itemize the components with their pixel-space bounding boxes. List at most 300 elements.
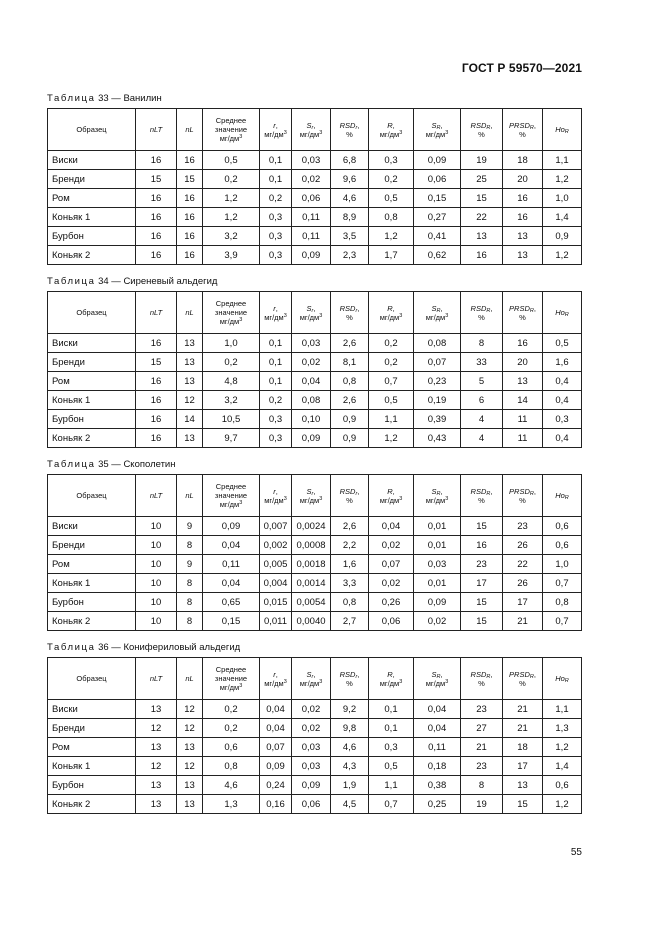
value-cell: 23 [461, 555, 503, 574]
value-cell: 16 [461, 536, 503, 555]
value-cell: 0,9 [543, 227, 582, 246]
table-row [48, 246, 582, 265]
value-cell: 0,6 [543, 776, 582, 795]
data-table [47, 108, 582, 265]
value-cell: 4 [461, 429, 503, 448]
value-cell: 1,9 [331, 776, 369, 795]
header-row [48, 109, 582, 151]
value-cell: 3,5 [331, 227, 369, 246]
value-cell: 8 [177, 612, 203, 631]
value-cell: 0,2 [369, 334, 414, 353]
value-cell: 19 [461, 795, 503, 814]
value-cell: 0,0040 [292, 612, 331, 631]
table-row [48, 208, 582, 227]
value-cell: 1,2 [203, 189, 260, 208]
sample-name-cell: Ром [48, 738, 136, 757]
value-cell: 0,6 [543, 517, 582, 536]
value-cell: 0,01 [414, 536, 461, 555]
column-header-sr: $S_r$, $мг/дм^3$ [292, 292, 331, 334]
value-cell: 17 [503, 757, 543, 776]
table-row [48, 612, 582, 631]
value-cell: 0,06 [369, 612, 414, 631]
value-cell: 9 [177, 517, 203, 536]
column-header-prsdR: $PRSD_R$, % [503, 475, 543, 517]
value-cell: 3,2 [203, 227, 260, 246]
sample-name-cell: Ром [48, 555, 136, 574]
column-header-nlt: nLT [136, 475, 177, 517]
value-cell: 1,0 [543, 555, 582, 574]
value-cell: 0,5 [543, 334, 582, 353]
value-cell: 1,4 [543, 757, 582, 776]
value-cell: 0,0018 [292, 555, 331, 574]
sample-name-cell: Ром [48, 189, 136, 208]
value-cell: 12 [177, 391, 203, 410]
value-cell: 1,7 [369, 246, 414, 265]
sample-name-cell: Бренди [48, 353, 136, 372]
column-header-nl: nL [177, 109, 203, 151]
value-cell: 0,01 [414, 574, 461, 593]
table-caption-label: Таблица [47, 459, 96, 470]
value-cell: 16 [177, 246, 203, 265]
value-cell: 3,9 [203, 246, 260, 265]
table-caption [47, 276, 217, 287]
sample-name-cell: Коньяк 2 [48, 246, 136, 265]
value-cell: 0,10 [292, 410, 331, 429]
value-cell: 0,1 [260, 372, 292, 391]
value-cell: 0,18 [414, 757, 461, 776]
value-cell: 0,09 [203, 517, 260, 536]
value-cell: 0,04 [414, 719, 461, 738]
value-cell: 0,09 [292, 776, 331, 795]
value-cell: 1,2 [543, 246, 582, 265]
value-cell: 0,04 [292, 372, 331, 391]
column-header-rsdr: $RSD_r$, % [331, 292, 369, 334]
value-cell: 1,3 [543, 719, 582, 738]
value-cell: 0,04 [369, 517, 414, 536]
value-cell: 33 [461, 353, 503, 372]
value-cell: 9,2 [331, 700, 369, 719]
value-cell: 0,1 [260, 151, 292, 170]
value-cell: 0,04 [260, 700, 292, 719]
value-cell: 16 [503, 208, 543, 227]
column-header-r: r, $мг/дм^3$ [260, 475, 292, 517]
value-cell: 0,07 [369, 555, 414, 574]
column-header-nlt: nLT [136, 658, 177, 700]
value-cell: 1,3 [203, 795, 260, 814]
column-header-rsdR: $RSD_R$, % [461, 658, 503, 700]
value-cell: 10 [136, 536, 177, 555]
value-cell: 22 [503, 555, 543, 574]
value-cell: 0,11 [292, 208, 331, 227]
table-caption-text: 35 — Скополетин [98, 459, 176, 470]
table-row [48, 391, 582, 410]
value-cell: 16 [177, 227, 203, 246]
column-header-rsdr: $RSD_r$, % [331, 109, 369, 151]
value-cell: 1,0 [203, 334, 260, 353]
value-cell: 16 [503, 334, 543, 353]
sample-name-cell: Виски [48, 334, 136, 353]
value-cell: 0,03 [414, 555, 461, 574]
value-cell: 16 [136, 372, 177, 391]
value-cell: 0,8 [543, 593, 582, 612]
value-cell: 18 [503, 151, 543, 170]
value-cell: 0,004 [260, 574, 292, 593]
sample-name-cell: Бурбон [48, 227, 136, 246]
value-cell: 0,3 [260, 429, 292, 448]
value-cell: 0,11 [203, 555, 260, 574]
column-header-hoR: $Ho_R$ [543, 109, 582, 151]
column-header-r: r, $мг/дм^3$ [260, 109, 292, 151]
value-cell: 21 [461, 738, 503, 757]
value-cell: 4,3 [331, 757, 369, 776]
value-cell: 0,5 [369, 757, 414, 776]
page-number: 55 [570, 847, 582, 858]
value-cell: 20 [503, 170, 543, 189]
value-cell: 0,3 [260, 410, 292, 429]
value-cell: 0,08 [414, 334, 461, 353]
value-cell: 0,007 [260, 517, 292, 536]
value-cell: 0,62 [414, 246, 461, 265]
value-cell: 16 [136, 227, 177, 246]
value-cell: 23 [461, 757, 503, 776]
column-header-prsdR: $PRSD_R$, % [503, 292, 543, 334]
value-cell: 0,09 [414, 593, 461, 612]
column-header-sample: Образец [48, 109, 136, 151]
value-cell: 4,6 [203, 776, 260, 795]
value-cell: 13 [461, 227, 503, 246]
value-cell: 1,2 [543, 170, 582, 189]
table-row [48, 429, 582, 448]
value-cell: 0,6 [203, 738, 260, 757]
value-cell: 0,5 [369, 391, 414, 410]
value-cell: 8 [461, 776, 503, 795]
sample-name-cell: Коньяк 2 [48, 795, 136, 814]
value-cell: 15 [461, 189, 503, 208]
value-cell: 0,8 [369, 208, 414, 227]
value-cell: 0,27 [414, 208, 461, 227]
column-header-rsdR: $RSD_R$, % [461, 109, 503, 151]
value-cell: 13 [136, 738, 177, 757]
column-header-sR: $S_R$, $мг/дм^3$ [414, 475, 461, 517]
value-cell: 0,5 [203, 151, 260, 170]
column-header-nl: nL [177, 292, 203, 334]
sample-name-cell: Бренди [48, 536, 136, 555]
value-cell: 1,6 [543, 353, 582, 372]
value-cell: 0,39 [414, 410, 461, 429]
value-cell: 0,03 [292, 757, 331, 776]
column-header-nlt: nLT [136, 292, 177, 334]
value-cell: 17 [461, 574, 503, 593]
table-row [48, 738, 582, 757]
table-row [48, 227, 582, 246]
value-cell: 0,1 [260, 353, 292, 372]
value-cell: 8 [177, 593, 203, 612]
sample-name-cell: Виски [48, 517, 136, 536]
value-cell: 0,8 [203, 757, 260, 776]
value-cell: 0,07 [414, 353, 461, 372]
value-cell: 0,1 [369, 719, 414, 738]
column-header-sample: Образец [48, 475, 136, 517]
value-cell: 13 [177, 738, 203, 757]
column-header-rsdR: $RSD_R$, % [461, 475, 503, 517]
value-cell: 19 [461, 151, 503, 170]
table-row [48, 776, 582, 795]
value-cell: 9,8 [331, 719, 369, 738]
column-header-sample: Образец [48, 292, 136, 334]
value-cell: 16 [136, 208, 177, 227]
column-header-sr: $S_r$, $мг/дм^3$ [292, 109, 331, 151]
column-header-R: R, $мг/дм^3$ [369, 292, 414, 334]
value-cell: 1,2 [543, 795, 582, 814]
value-cell: 0,02 [369, 536, 414, 555]
value-cell: 0,0024 [292, 517, 331, 536]
value-cell: 16 [136, 410, 177, 429]
value-cell: 10 [136, 612, 177, 631]
value-cell: 16 [177, 151, 203, 170]
column-header-sample: Образец [48, 658, 136, 700]
value-cell: 1,1 [369, 410, 414, 429]
value-cell: 12 [177, 757, 203, 776]
value-cell: 2,6 [331, 517, 369, 536]
value-cell: 0,4 [543, 391, 582, 410]
column-header-sr: $S_r$, $мг/дм^3$ [292, 658, 331, 700]
value-cell: 16 [136, 391, 177, 410]
value-cell: 0,4 [543, 372, 582, 391]
value-cell: 0,8 [331, 593, 369, 612]
column-header-rsdr: $RSD_r$, % [331, 475, 369, 517]
value-cell: 21 [503, 719, 543, 738]
value-cell: 13 [177, 372, 203, 391]
value-cell: 12 [136, 757, 177, 776]
value-cell: 0,1 [260, 334, 292, 353]
value-cell: 3,2 [203, 391, 260, 410]
value-cell: 1,2 [203, 208, 260, 227]
value-cell: 0,3 [260, 227, 292, 246]
value-cell: 0,06 [292, 795, 331, 814]
value-cell: 1,1 [543, 700, 582, 719]
value-cell: 0,7 [369, 372, 414, 391]
value-cell: 0,2 [369, 353, 414, 372]
sample-name-cell: Бренди [48, 719, 136, 738]
value-cell: 2,6 [331, 391, 369, 410]
table-caption [47, 642, 240, 653]
table-caption-label: Таблица [47, 276, 96, 287]
table-row [48, 593, 582, 612]
value-cell: 0,04 [260, 719, 292, 738]
value-cell: 0,38 [414, 776, 461, 795]
value-cell: 13 [503, 776, 543, 795]
value-cell: 8,1 [331, 353, 369, 372]
sample-name-cell: Виски [48, 700, 136, 719]
value-cell: 0,1 [369, 700, 414, 719]
value-cell: 11 [503, 429, 543, 448]
table-caption-label: Таблица [47, 642, 96, 653]
value-cell: 10,5 [203, 410, 260, 429]
value-cell: 0,43 [414, 429, 461, 448]
value-cell: 0,7 [543, 574, 582, 593]
value-cell: 0,03 [292, 151, 331, 170]
value-cell: 0,09 [414, 151, 461, 170]
value-cell: 0,7 [543, 612, 582, 631]
column-header-r: r, $мг/дм^3$ [260, 658, 292, 700]
value-cell: 2,7 [331, 612, 369, 631]
sample-name-cell: Коньяк 1 [48, 391, 136, 410]
sample-name-cell: Коньяк 2 [48, 429, 136, 448]
value-cell: 14 [503, 391, 543, 410]
value-cell: 0,02 [292, 719, 331, 738]
value-cell: 13 [503, 246, 543, 265]
value-cell: 8 [177, 574, 203, 593]
value-cell: 10 [136, 574, 177, 593]
value-cell: 1,2 [369, 227, 414, 246]
table-row [48, 574, 582, 593]
table-row [48, 170, 582, 189]
value-cell: 0,02 [414, 612, 461, 631]
value-cell: 6,8 [331, 151, 369, 170]
value-cell: 15 [461, 593, 503, 612]
table-row [48, 189, 582, 208]
sample-name-cell: Бурбон [48, 776, 136, 795]
value-cell: 15 [503, 795, 543, 814]
value-cell: 0,65 [203, 593, 260, 612]
column-header-mean: Среднее значение $мг/дм^3$ [203, 658, 260, 700]
header-row [48, 292, 582, 334]
column-header-mean: Среднее значение $мг/дм^3$ [203, 292, 260, 334]
value-cell: 4,8 [203, 372, 260, 391]
value-cell: 1,2 [543, 738, 582, 757]
value-cell: 2,2 [331, 536, 369, 555]
value-cell: 0,09 [292, 429, 331, 448]
value-cell: 1,0 [543, 189, 582, 208]
table-row [48, 536, 582, 555]
value-cell: 15 [461, 612, 503, 631]
column-header-mean: Среднее значение $мг/дм^3$ [203, 109, 260, 151]
value-cell: 0,8 [331, 372, 369, 391]
value-cell: 25 [461, 170, 503, 189]
data-table [47, 474, 582, 631]
value-cell: 12 [177, 719, 203, 738]
column-header-nl: nL [177, 658, 203, 700]
value-cell: 16 [136, 429, 177, 448]
table-row [48, 353, 582, 372]
value-cell: 1,4 [543, 208, 582, 227]
value-cell: 4,6 [331, 189, 369, 208]
value-cell: 0,07 [260, 738, 292, 757]
value-cell: 5 [461, 372, 503, 391]
table-row [48, 795, 582, 814]
value-cell: 13 [177, 334, 203, 353]
value-cell: 13 [177, 776, 203, 795]
value-cell: 13 [136, 776, 177, 795]
sample-name-cell: Коньяк 1 [48, 574, 136, 593]
table-caption-text: 36 — Конифериловый альдегид [98, 642, 241, 653]
value-cell: 0,25 [414, 795, 461, 814]
column-header-r: r, $мг/дм^3$ [260, 292, 292, 334]
sample-name-cell: Виски [48, 151, 136, 170]
value-cell: 3,3 [331, 574, 369, 593]
value-cell: 13 [503, 227, 543, 246]
value-cell: 0,6 [543, 536, 582, 555]
value-cell: 16 [461, 246, 503, 265]
table-row [48, 410, 582, 429]
value-cell: 0,04 [203, 574, 260, 593]
standard-number: ГОСТ Р 59570—2021 [461, 61, 582, 75]
value-cell: 0,3 [369, 151, 414, 170]
value-cell: 0,15 [203, 612, 260, 631]
column-header-nl: nL [177, 475, 203, 517]
value-cell: 0,03 [292, 334, 331, 353]
sample-name-cell: Бренди [48, 170, 136, 189]
value-cell: 13 [136, 795, 177, 814]
value-cell: 16 [136, 189, 177, 208]
value-cell: 0,01 [414, 517, 461, 536]
table-caption-label: Таблица [47, 93, 96, 104]
value-cell: 4,5 [331, 795, 369, 814]
value-cell: 17 [503, 593, 543, 612]
value-cell: 0,15 [414, 189, 461, 208]
value-cell: 16 [136, 334, 177, 353]
value-cell: 0,2 [203, 719, 260, 738]
value-cell: 13 [503, 372, 543, 391]
value-cell: 1,2 [369, 429, 414, 448]
value-cell: 23 [461, 700, 503, 719]
value-cell: 16 [177, 189, 203, 208]
value-cell: 2,6 [331, 334, 369, 353]
column-header-sR: $S_R$, $мг/дм^3$ [414, 109, 461, 151]
table-row [48, 555, 582, 574]
value-cell: 15 [136, 170, 177, 189]
value-cell: 0,1 [260, 170, 292, 189]
value-cell: 22 [461, 208, 503, 227]
column-header-R: R, $мг/дм^3$ [369, 475, 414, 517]
value-cell: 0,09 [292, 246, 331, 265]
value-cell: 16 [136, 151, 177, 170]
table-row [48, 700, 582, 719]
value-cell: 0,9 [331, 410, 369, 429]
sample-name-cell: Ром [48, 372, 136, 391]
table-row [48, 517, 582, 536]
value-cell: 15 [136, 353, 177, 372]
sample-name-cell: Бурбон [48, 593, 136, 612]
header-row [48, 475, 582, 517]
column-header-rsdr: $RSD_r$, % [331, 658, 369, 700]
table-row [48, 151, 582, 170]
column-header-R: R, $мг/дм^3$ [369, 658, 414, 700]
value-cell: 20 [503, 353, 543, 372]
value-cell: 0,002 [260, 536, 292, 555]
value-cell: 0,2 [260, 189, 292, 208]
value-cell: 16 [177, 208, 203, 227]
value-cell: 16 [136, 246, 177, 265]
value-cell: 13 [177, 429, 203, 448]
value-cell: 18 [503, 738, 543, 757]
value-cell: 0,4 [543, 429, 582, 448]
value-cell: 23 [503, 517, 543, 536]
value-cell: 0,3 [260, 246, 292, 265]
value-cell: 15 [177, 170, 203, 189]
value-cell: 0,5 [369, 189, 414, 208]
table-caption [47, 459, 175, 470]
column-header-mean: Среднее значение $мг/дм^3$ [203, 475, 260, 517]
value-cell: 0,19 [414, 391, 461, 410]
value-cell: 0,03 [292, 738, 331, 757]
value-cell: 0,011 [260, 612, 292, 631]
table-row [48, 334, 582, 353]
value-cell: 0,02 [369, 574, 414, 593]
value-cell: 8,9 [331, 208, 369, 227]
value-cell: 27 [461, 719, 503, 738]
value-cell: 1,1 [543, 151, 582, 170]
